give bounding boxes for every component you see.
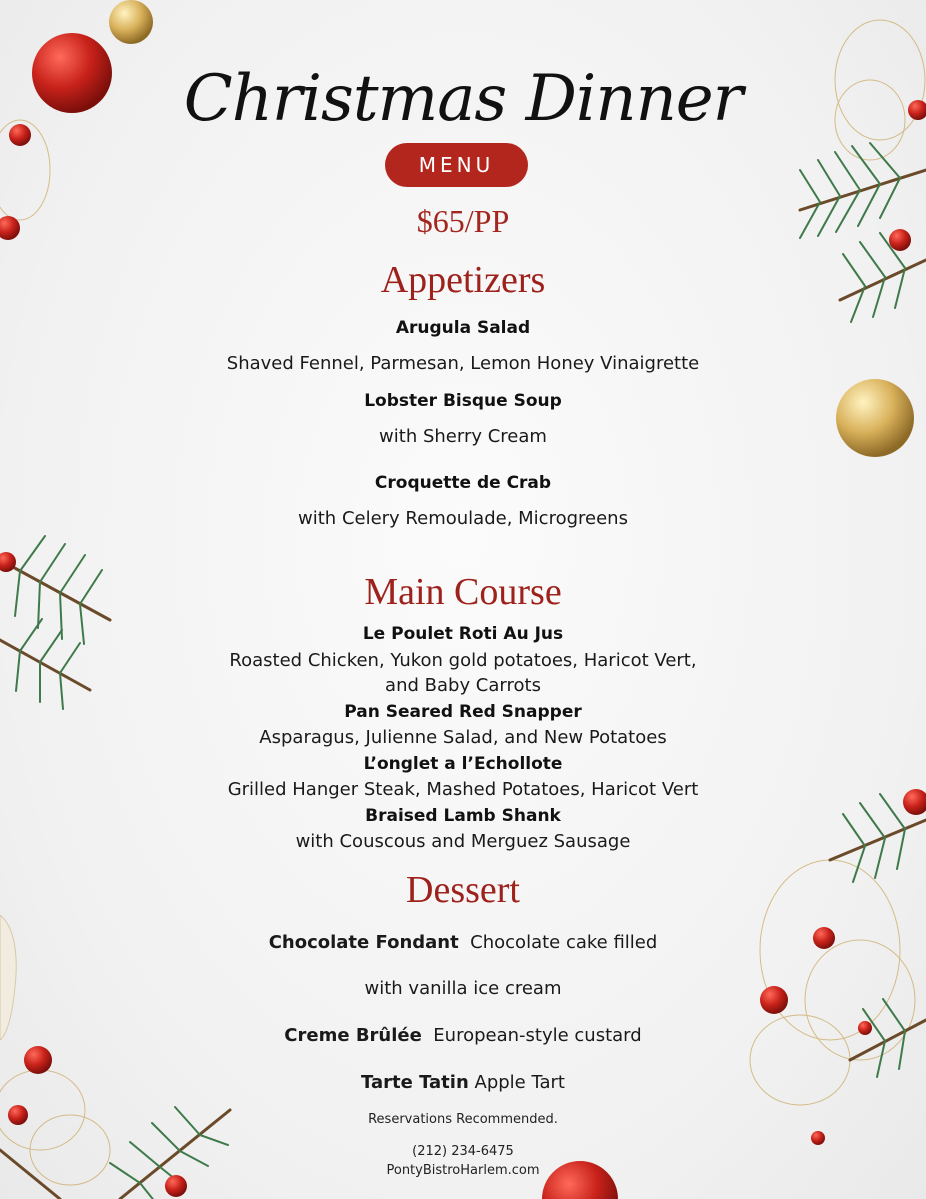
dessert-heading: Dessert [406,869,520,911]
dish-name: Lobster Bisque Soup [364,391,562,411]
phone-number: (212) 234-6475 [412,1144,514,1159]
dish-name: Braised Lamb Shank [365,806,561,826]
dish-description: with vanilla ice cream [364,978,562,999]
appetizers-heading: Appetizers [380,259,546,301]
dish-description: European-style custard [433,1025,642,1046]
dish-name: Tarte Tatin [361,1072,469,1093]
dish-description: Apple Tart [474,1072,565,1093]
reservations-note: Reservations Recommended. [368,1112,558,1127]
price-per-person: $65/PP [416,203,510,239]
menu-badge: MENU [385,143,528,187]
dish-description: Grilled Hanger Steak, Mashed Potatoes, Haricot Vert [227,779,699,800]
website-link[interactable]: PontyBistroHarlem.com [386,1163,540,1178]
dish-description: with Celery Remoulade, Microgreens [298,508,628,529]
main-course-heading: Main Course [364,571,562,613]
dessert-item [0,932,926,953]
dish-description: Asparagus, Julienne Salad, and New Potatoes [259,727,667,748]
dish-name: Le Poulet Roti Au Jus [362,624,564,644]
dessert-item [0,1025,926,1046]
dish-name: Arugula Salad [395,318,531,338]
dish-description: with Couscous and Merguez Sausage [295,831,631,852]
dish-description: with Sherry Cream [379,426,547,447]
dish-description: Chocolate cake filled [470,932,658,953]
dish-description: Roasted Chicken, Yukon gold potatoes, Haricot Vert, [229,650,697,671]
dish-name: L’onglet a l’Echollote [363,754,563,774]
dish-name: Pan Seared Red Snapper [344,702,582,722]
dish-name: Croquette de Crab [374,473,552,493]
dish-name: Creme Brûlée [284,1025,422,1046]
dish-description: and Baby Carrots [385,675,541,696]
dessert-item [0,1072,926,1093]
dish-name: Chocolate Fondant [268,932,459,953]
page-title: Christmas Dinner [183,62,743,136]
dish-description: Shaved Fennel, Parmesan, Lemon Honey Vinaigrette [226,353,700,374]
